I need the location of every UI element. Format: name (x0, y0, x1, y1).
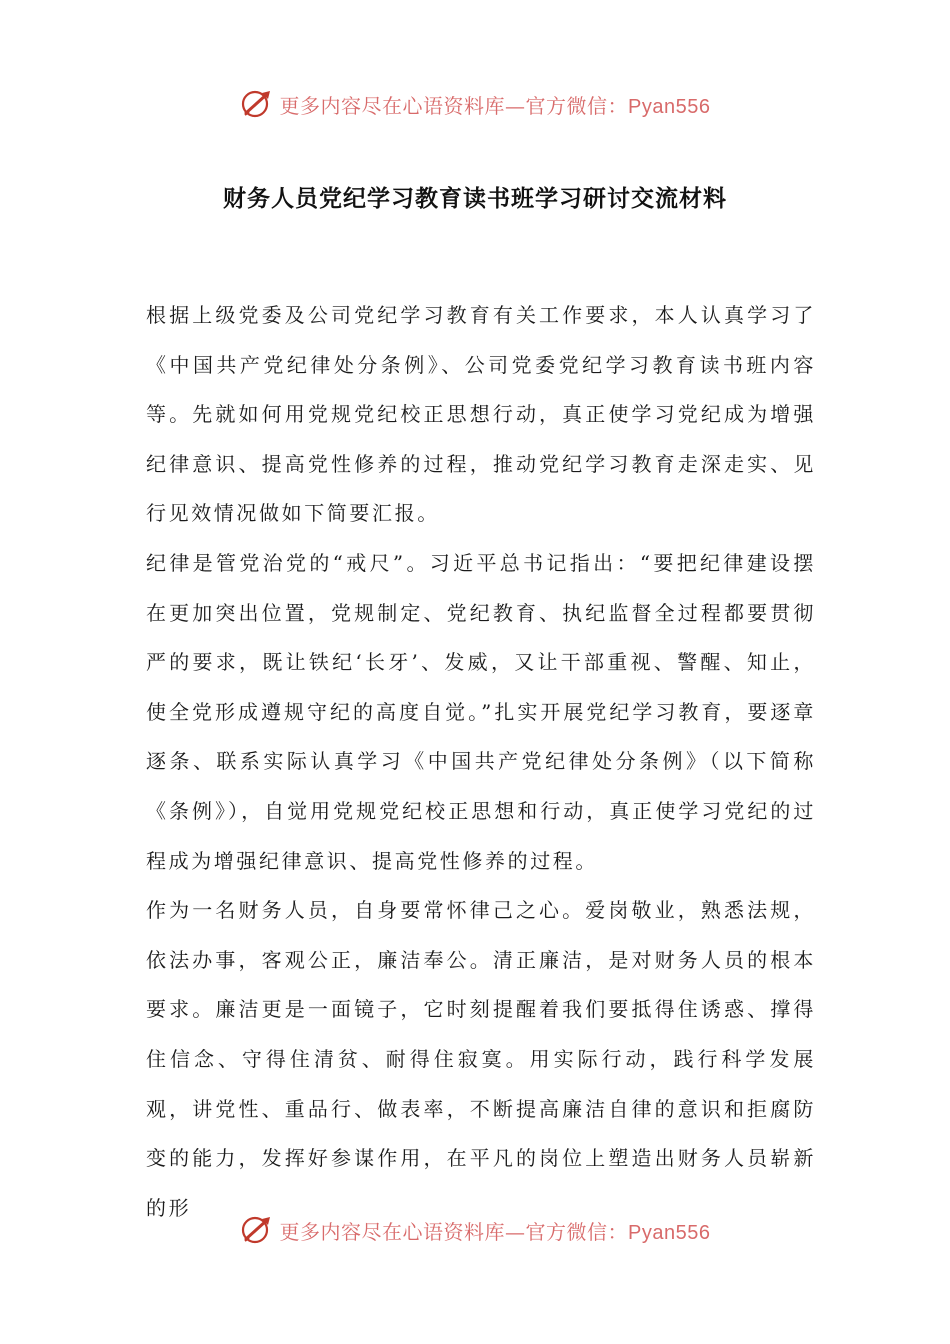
banner-wechat-id: Pyan556 (628, 95, 711, 118)
paragraph: 纪律是管党治党的“戒尺”。习近平总书记指出：“要把纪律建设摆在更加突出位置，党规制定、党纪教育、执纪监督全过程都要贯彻严的要求，既让铁纪‘长牙’、发威，又让干部重视、警醒、知止，使全党形成遵规守纪的高度自觉。”扎实开展党纪学习教育，要逐章逐条、联系实际认真学习《中国共产党纪律处分条例》（以下简称《条例》），自觉用党规党纪校正思想和行动，真正使学习党纪的过程成为增强纪律意识、提高党性修养的过程。 (146, 550, 816, 873)
document-body (146, 291, 816, 1233)
document-title: 财务人员党纪学习教育读书班学习研讨交流材料 (223, 186, 727, 212)
banner-text: 更多内容尽在心语资料库—官方微信： (279, 93, 629, 118)
pen-logo-icon (240, 87, 274, 121)
pen-logo-icon (240, 1213, 274, 1247)
paragraph: 根据上级党委及公司党纪学习教育有关工作要求，本人认真学习了《中国共产党纪律处分条例》、公司党委党纪学习教育读书班内容等。先就如何用党规党纪校正思想行动，真正使学习党纪成为增强纪律意识、提高党性修养的过程，推动党纪学习教育走深走实、见行见效情况做如下简要汇报。 (146, 303, 816, 526)
paragraph: 作为一名财务人员，自身要常怀律己之心。爱岗敬业，熟悉法规，依法办事，客观公正，廉洁奉公。清正廉洁，是对财务人员的根本要求。廉洁更是一面镜子，它时刻提醒着我们要抵得住诱惑、撑得住信念、守得住清贫、耐得住寂寞。用实际行动，践行科学发展观，讲党性、重品行、做表率，不断提高廉洁自律的意识和拒腐防变的能力，发挥好参谋作用，在平凡的岗位上塑造出财务人员崭新的形 (146, 898, 816, 1220)
banner-wechat-id: Pyan556 (628, 1221, 711, 1244)
banner-text: 更多内容尽在心语资料库—官方微信： (279, 1219, 629, 1244)
footer-banner (0, 1208, 950, 1252)
header-banner (0, 82, 950, 126)
